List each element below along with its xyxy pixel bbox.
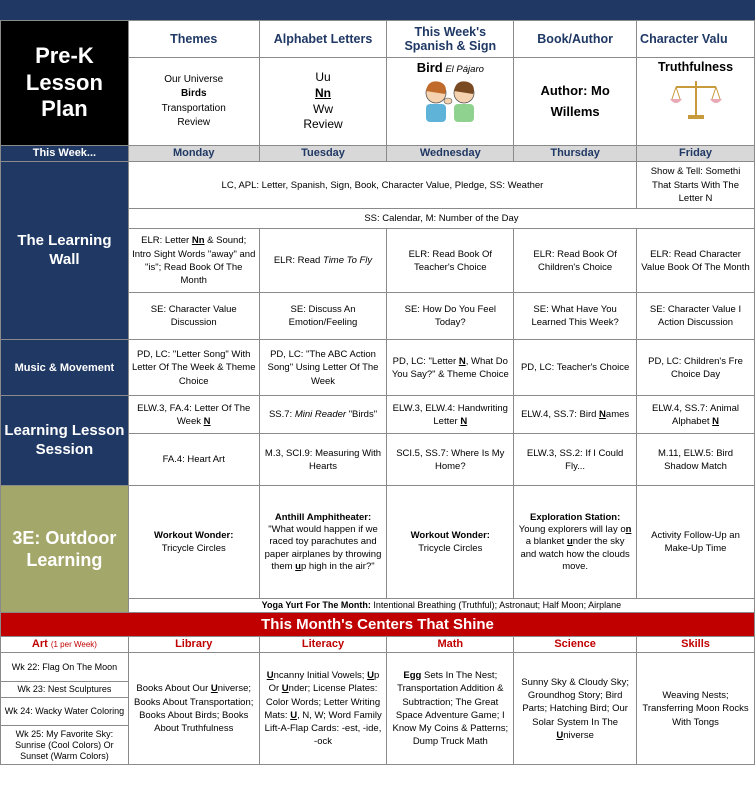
category-science: Science [514,636,637,652]
wall-lc-row: LC, APL: Letter, Spanish, Sign, Book, Character Value, Pledge, SS: Weather [128,162,636,209]
center-skills: Weaving Nests; Transferring Moon Rocks With Tongs [637,653,755,765]
wall-show-tell: Show & Tell: Somethi That Starts With The Letter N [637,162,755,209]
spanish-cell: Bird El Pájaro [387,58,514,146]
header-character: Character Valu [637,21,755,58]
themes-list: Our Universe Birds Transportation Review [128,58,259,146]
wall-se-friday: SE: Character Value I Action Discussion [637,293,755,340]
day-row [1,146,755,162]
music-row [1,340,755,396]
centers-category-row [1,636,755,652]
music-friday: PD, LC: Children's Fre Choice Day [637,340,755,396]
outdoor-friday: Activity Follow-Up an Make-Up Time [637,486,755,599]
category-art: Art (1 per Week) [1,636,129,652]
day-tuesday: Tuesday [259,146,387,162]
center-math: Egg Sets In The Nest; Transportation Addition & Subtraction; The Great Space Adventure Game; I Know My Coins & Patterns; Dump Truck Math [387,653,514,765]
wall-se-wednesday: SE: How Do You Feel Today? [387,293,514,340]
art-week-25: Wk 25: My Favorite Sky: Sunrise (Cool Colors) Or Sunset (Warm Colors) [1,726,129,765]
wall-se-thursday: SE: What Have You Learned This Week? [514,293,637,340]
wall-elr-tuesday: ELR: Read Time To Fly [259,229,387,293]
lesson-friday: ELW.4, SS.7: Animal Alphabet N [637,396,755,434]
wall-elr-monday: ELR: Letter Nn & Sound; Intro Sight Words "away" and "is"; Read Book Of The Month [128,229,259,293]
scales-of-justice-icon [666,77,726,121]
lesson-wednesday: ELW.3, ELW.4: Handwriting Letter N [387,396,514,434]
header-alphabet: Alphabet Letters [259,21,387,58]
category-library: Library [128,636,259,652]
day-thursday: Thursday [514,146,637,162]
music-tuesday: PD, LC: "The ABC Action Song" Using Letter Of The Week [259,340,387,396]
lesson2-friday: M.11, ELW.5: Bird Shadow Match [637,434,755,486]
wall-ss-row: SS: Calendar, M: Number of the Day [128,209,754,229]
lesson-row-1 [1,396,755,434]
wall-elr-wednesday: ELR: Read Book Of Teacher's Choice [387,229,514,293]
book-author: Author: Mo Willems [514,58,637,146]
center-science: Sunny Sky & Cloudy Sky; Groundhog Story; Bird Parts; Hatching Bird; Our Solar System In The Universe [514,653,637,765]
header-book: Book/Author [514,21,637,58]
music-monday: PD, LC: "Letter Song" With Letter Of The Week & Theme Choice [128,340,259,396]
lesson-monday: ELW.3, FA.4: Letter Of The Week N [128,396,259,434]
lesson2-tuesday: M.3, SCI.9: Measuring With Hearts [259,434,387,486]
art-week-22: Wk 22: Flag On The Moon [1,653,129,682]
day-wednesday: Wednesday [387,146,514,162]
outdoor-wednesday: Workout Wonder: Tricycle Circles [387,486,514,599]
top-banner [0,0,755,20]
center-literacy: Uncanny Initial Vowels; Up Or Under; License Plates: Color Words; Letter Writing Mats: U, N, W; Word Family Lift-A-Flap Cards: -est, -ide, -ock [259,653,387,765]
wall-row-1 [1,162,755,209]
lesson-thursday: ELW.4, SS.7: Bird Names [514,396,637,434]
page-title: Pre-K Lesson Plan [1,21,129,146]
outdoor-thursday: Exploration Station: Young explorers will lay on a blanket under the sky and watch how the clouds move. [514,486,637,599]
yoga-yurt: Yoga Yurt For The Month: Intentional Breathing (Truthful); Astronaut; Half Moon; Airplane [128,599,754,613]
music-wednesday: PD, LC: "Letter N, What Do You Say?" & Theme Choice [387,340,514,396]
wall-se-tuesday: SE: Discuss An Emotion/Feeling [259,293,387,340]
art-week-23: Wk 23: Nest Sculptures [1,682,129,698]
outdoor-tuesday: Anthill Amphitheater: "What would happen if we raced toy parachutes and paper airplanes by throwing them up high in the air?" [259,486,387,599]
center-library: Books About Our Universe; Books About Transportation; Books About Birds; Books About Truthfulness [128,653,259,765]
section-outdoor: 3E: Outdoor Learning [1,486,129,613]
art-week-24: Wk 24: Wacky Water Coloring [1,698,129,726]
category-skills: Skills [637,636,755,652]
centers-row-1 [1,653,755,682]
letters-list: Uu Nn Ww Review [259,58,387,146]
sign-language-icon [418,77,482,125]
outdoor-monday: Workout Wonder: Tricycle Circles [128,486,259,599]
centers-banner-row [1,612,755,636]
wall-elr-friday: ELR: Read Character Value Book Of The Month [637,229,755,293]
section-music: Music & Movement [1,340,129,396]
header-themes: Themes [128,21,259,58]
lesson2-monday: FA.4: Heart Art [128,434,259,486]
centers-banner: This Month's Centers That Shine [1,612,755,636]
lesson2-wednesday: SCI.5, SS.7: Where Is My Home? [387,434,514,486]
day-friday: Friday [637,146,755,162]
category-math: Math [387,636,514,652]
lesson-plan-table [0,20,755,765]
character-cell: Truthfulness [637,58,755,146]
header-row [1,21,755,58]
category-literacy: Literacy [259,636,387,652]
lesson2-thursday: ELW.3, SS.2: If I Could Fly... [514,434,637,486]
day-this-week: This Week... [1,146,129,162]
lesson-tuesday: SS.7: Mini Reader "Birds" [259,396,387,434]
outdoor-row [1,486,755,599]
music-thursday: PD, LC: Teacher's Choice [514,340,637,396]
section-lesson: Learning Lesson Session [1,396,129,486]
header-spanish: This Week's Spanish & Sign [387,21,514,58]
section-learning-wall: The Learning Wall [1,162,129,340]
wall-elr-thursday: ELR: Read Book Of Children's Choice [514,229,637,293]
wall-se-monday: SE: Character Value Discussion [128,293,259,340]
day-monday: Monday [128,146,259,162]
